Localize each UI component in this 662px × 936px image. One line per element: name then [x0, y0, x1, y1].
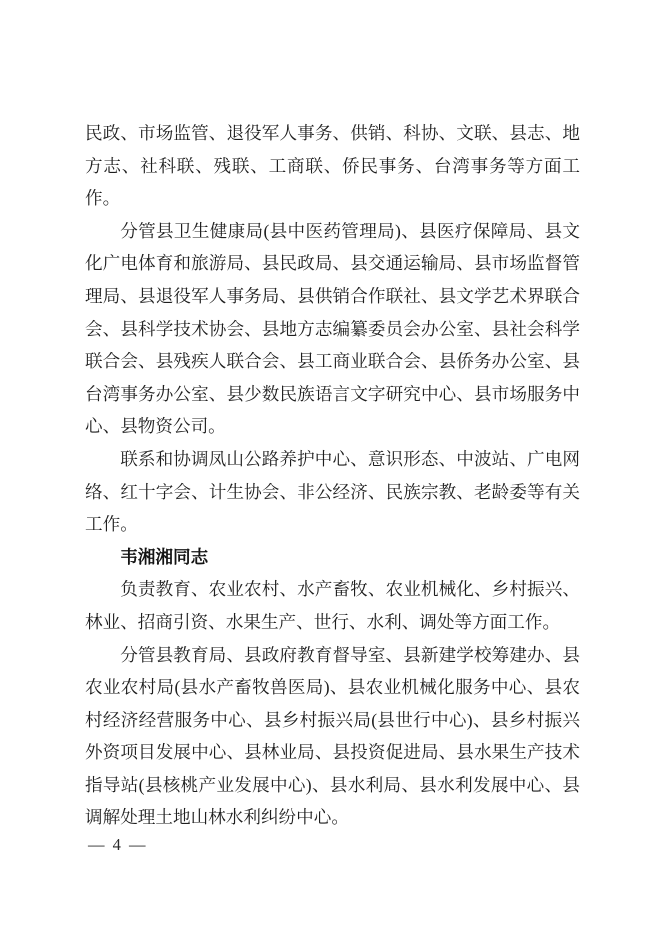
page-number: — 4 —	[88, 835, 148, 854]
paragraph: 联系和协调凤山公路养护中心、意识形态、中波站、广电网络、红十字会、计生协会、非公经济、民族宗教、老龄委等有关工作。	[85, 448, 580, 535]
paragraph: 民政、市场监管、退役军人事务、供销、科协、文联、县志、地方志、社科联、残联、工商联、侨民事务、台湾事务等方面工作。	[85, 123, 580, 209]
paragraph: 分管县卫生健康局(县中医药管理局)、县医疗保障局、县文化广电体育和旅游局、县民政局、县交通运输局、县市场监督管理局、县退役军人事务局、县供销合作联社、县文学艺术界联合会、县科学技术协会、县地方志编纂委员会办公室、县社会科学联合会、县残疾人联合会、县工商业联合会、县侨务办公室、县台湾事务办公室、县少数民族语言文字研究中心、县市场服务中心、县物资公司。	[85, 220, 580, 437]
document-body	[85, 117, 580, 834]
section-heading: 韦湘湘同志	[120, 546, 209, 567]
page-footer	[88, 834, 148, 856]
paragraph: 分管县教育局、县政府教育督导室、县新建学校筹建办、县农业农村局(县水产畜牧兽医局)、县农业机械化服务中心、县农村经济经营服务中心、县乡村振兴局(县世行中心)、县乡村振兴外资项目发展中心、县林业局、县投资促进局、县水果生产技术指导站(县核桃产业发展中心)、县水利局、县水利发展中心、县调解处理土地山林水利纠纷中心。	[85, 644, 580, 828]
paragraph: 负责教育、农业农村、水产畜牧、农业机械化、乡村振兴、林业、招商引资、水果生产、世行、水利、调处等方面工作。	[85, 579, 580, 632]
